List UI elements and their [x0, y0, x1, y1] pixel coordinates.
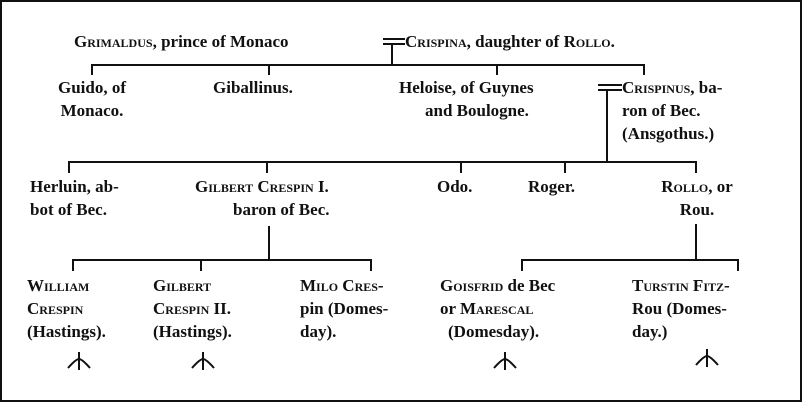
guido-line-2: Monaco.: [60, 101, 124, 120]
gilbert-crespin-i-entry: [195, 175, 330, 221]
goisfrid-entry: Goisfrid de Bec or Marescal (Domesday).: [440, 276, 556, 341]
turstin-fitz-rou-line-3: day.): [632, 322, 668, 341]
crispina-desc: , daughter of: [466, 32, 564, 51]
herluin-line-2: bot of Bec.: [30, 200, 107, 219]
turstin-fitz-rou-line-1: Turstin Fitz-: [632, 276, 730, 295]
herluin-line-1: Herluin, ab-: [30, 177, 119, 196]
descent-line: [695, 224, 697, 260]
giballinus-entry: Giballinus.: [213, 78, 293, 97]
crispinus-line-3: (Ansgothus.): [622, 124, 715, 143]
gilbert-crespin-ii-line-2: Crespin II.: [153, 299, 232, 318]
rollo-rou-line-2: Rou.: [679, 200, 715, 219]
crispinus-line-1: , ba-: [690, 78, 723, 97]
odo-entry: Odo.: [437, 177, 473, 196]
drop-line: [695, 161, 697, 173]
william-crespin-entry: [27, 274, 106, 343]
death-mark-icon: [492, 350, 518, 372]
drop-line: [200, 259, 202, 271]
grimaldus-desc: , prince of Monaco: [152, 32, 289, 51]
drop-line: [521, 259, 523, 271]
herluin-entry: [30, 175, 119, 221]
death-mark-icon: [66, 350, 92, 372]
heloise-line-1: Heloise, of Guynes: [399, 78, 534, 97]
milo-crespin-line-1: Milo Cres-: [300, 276, 384, 295]
goisfrid-name: Goisfrid: [440, 276, 504, 295]
grimaldus-entry: [74, 30, 289, 53]
heloise-entry: [399, 76, 534, 122]
marriage-sign-top: [598, 84, 622, 86]
turstin-fitz-rou-line-2: Rou (Domes-: [632, 299, 727, 318]
death-mark-icon: [190, 350, 216, 372]
guido-entry: [32, 76, 152, 122]
sibling-bar-gen3: [68, 161, 697, 163]
drop-line: [266, 161, 268, 173]
sibling-bar-gen4-left: [72, 259, 372, 261]
crispina-name: Crispina: [405, 32, 467, 51]
drop-line: [72, 259, 74, 271]
william-crespin-line-1: William: [27, 276, 90, 295]
drop-line: [564, 161, 566, 173]
crispinus-name: Crispinus: [622, 78, 691, 97]
crispinus-line-2: ron of Bec.: [622, 101, 701, 120]
drop-line: [643, 64, 645, 75]
milo-crespin-line-2: pin (Domes-: [300, 299, 389, 318]
marriage-sign-top: [383, 38, 405, 40]
rollo-rou-name: Rollo: [661, 177, 709, 196]
sibling-bar-gen4-right: [521, 259, 739, 261]
william-crespin-line-2: Crespin: [27, 299, 84, 318]
gilbert-crespin-ii-entry: [153, 274, 232, 343]
roger-entry: Roger.: [528, 177, 576, 196]
gilbert-crespin-i-line-2: baron of Bec.: [233, 200, 330, 219]
guido-line-1: Guido, of: [57, 78, 127, 97]
gilbert-crespin-i-name: Gilbert Crespin I.: [195, 177, 329, 196]
rollo-rou-entry: Rollo, or Rou.: [632, 175, 762, 221]
gilbert-crespin-ii-line-3: (Hastings).: [153, 322, 232, 341]
grimaldus-name: Grimaldus: [74, 32, 153, 51]
gilbert-crespin-ii-line-1: Gilbert: [153, 276, 212, 295]
death-mark-icon: [694, 347, 720, 369]
drop-line: [460, 161, 462, 173]
milo-crespin-line-3: day).: [300, 322, 337, 341]
marriage-sign-bottom: [383, 43, 405, 45]
crispina-entry: Crispina, daughter of Rollo.: [405, 32, 615, 51]
descent-line: [606, 91, 608, 162]
heloise-line-2: and Boulogne.: [425, 101, 529, 120]
crispinus-entry: [622, 76, 722, 145]
milo-crespin-entry: [300, 274, 388, 343]
goisfrid-marescal: Marescal: [460, 299, 534, 318]
goisfrid-line-3: (Domesday).: [448, 322, 540, 341]
sibling-bar-gen2: [91, 64, 645, 66]
drop-line: [91, 64, 93, 75]
drop-line: [737, 259, 739, 271]
turstin-fitz-rou-entry: [632, 274, 730, 343]
william-crespin-line-3: (Hastings).: [27, 322, 106, 341]
descent-line: [391, 45, 393, 65]
descent-line: [268, 226, 270, 260]
rollo-name: Rollo: [563, 32, 611, 51]
drop-line: [496, 64, 498, 75]
drop-line: [268, 64, 270, 75]
drop-line: [68, 161, 70, 173]
drop-line: [370, 259, 372, 271]
marriage-sign-bottom: [598, 89, 622, 91]
